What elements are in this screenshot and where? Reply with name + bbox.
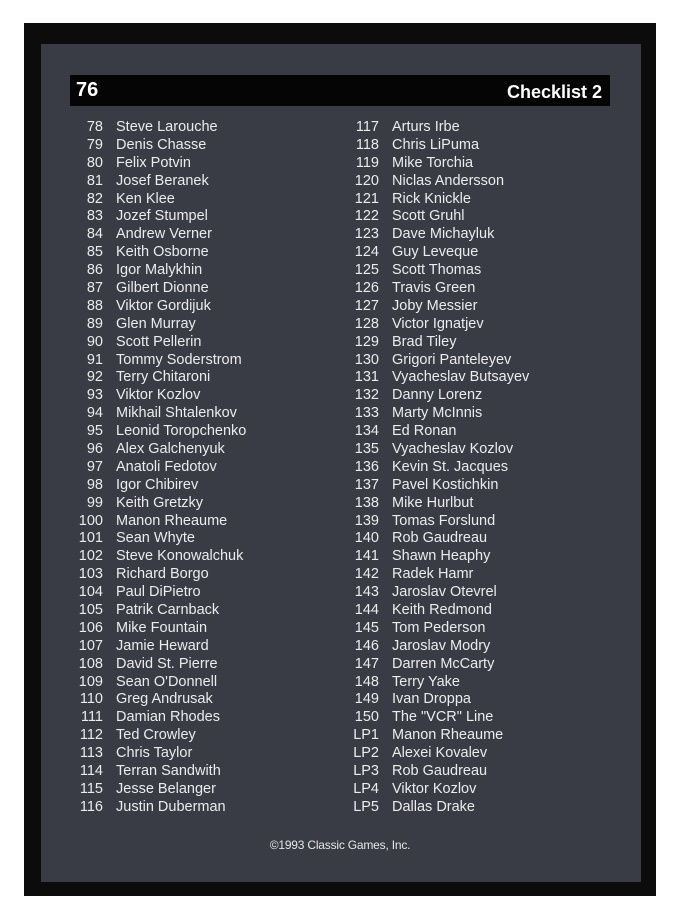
- card-number-label: 88: [86, 297, 103, 314]
- player-name: Jaroslav Otevrel: [392, 584, 497, 601]
- player-name: Richard Borgo: [116, 566, 209, 583]
- player-name: Paul DiPietro: [116, 584, 201, 601]
- card-number-label: LP2: [353, 745, 379, 762]
- card-number-label: 138: [354, 494, 379, 511]
- player-name: Keith Osborne: [116, 244, 209, 261]
- player-name: Alexei Kovalev: [392, 745, 488, 762]
- card-number-label: 94: [86, 405, 103, 422]
- player-name: Arturs Irbe: [392, 118, 460, 135]
- player-name: Niclas Andersson: [392, 172, 505, 189]
- player-name: Scott Pellerin: [116, 333, 202, 350]
- player-name: Joby Messier: [392, 297, 478, 314]
- player-name: Ted Crowley: [116, 727, 196, 744]
- checklist-entry: [346, 261, 529, 279]
- player-name: Mike Fountain: [116, 619, 208, 636]
- checklist-entry: [346, 708, 529, 726]
- card-number-label: 147: [354, 655, 379, 672]
- player-name: Pavel Kostichkin: [392, 476, 499, 493]
- card-number-label: 106: [78, 619, 103, 636]
- player-name: Viktor Gordijuk: [116, 297, 211, 314]
- card-number-label: 113: [79, 745, 103, 762]
- checklist-entry: [70, 458, 246, 476]
- checklist-entry: [70, 190, 246, 208]
- player-name: Patrik Carnback: [116, 601, 220, 618]
- checklist-entry: [346, 351, 529, 369]
- player-name: Andrew Verner: [116, 226, 212, 243]
- card-number-label: 121: [354, 190, 379, 207]
- card-number-label: 146: [354, 637, 379, 654]
- checklist-entry: [346, 225, 529, 243]
- player-name: Victor Ignatjev: [392, 315, 484, 332]
- card-number-label: 133: [354, 405, 379, 422]
- player-name: Igor Chibirev: [116, 476, 199, 493]
- checklist-entry: [70, 691, 246, 709]
- player-name: Rick Knickle: [392, 190, 471, 207]
- checklist-entry: [346, 333, 529, 351]
- card-number-label: 140: [354, 530, 379, 547]
- player-name: Guy Leveque: [392, 244, 479, 261]
- card-number-label: 79: [86, 136, 103, 153]
- card-number-label: 118: [355, 136, 379, 153]
- copyright: ©1993 Classic Games, Inc.: [269, 838, 411, 852]
- player-name: Vyacheslav Kozlov: [392, 440, 514, 457]
- checklist-entry: [70, 476, 246, 494]
- card-number-label: 116: [79, 798, 103, 815]
- checklist-entry: [70, 494, 246, 512]
- checklist-entry: [70, 154, 246, 172]
- checklist-entry: [70, 512, 246, 530]
- checklist-entry: [70, 547, 246, 565]
- player-name: David St. Pierre: [116, 655, 218, 672]
- card-number-label: 100: [78, 512, 103, 529]
- card-number-label: 90: [86, 333, 103, 350]
- card-number-label: 101: [78, 530, 103, 547]
- player-name: Viktor Kozlov: [116, 387, 201, 404]
- checklist-entry: [70, 351, 246, 369]
- card-number-label: 110: [79, 691, 103, 708]
- checklist-entry: [70, 673, 246, 691]
- checklist-entry: [70, 136, 246, 154]
- card-number-label: 103: [78, 566, 103, 583]
- checklist-entry: [346, 512, 529, 530]
- player-name: Mike Hurlbut: [392, 494, 474, 511]
- card-number-label: 123: [354, 226, 379, 243]
- checklist-entry: [346, 744, 529, 762]
- player-name: Danny Lorenz: [392, 387, 483, 404]
- player-name: Jamie Heward: [116, 637, 209, 654]
- card-number-label: 128: [354, 315, 379, 332]
- card-number-label: 126: [354, 279, 379, 296]
- player-name: Greg Andrusak: [116, 691, 213, 708]
- checklist-entry: [346, 601, 529, 619]
- card-number-label: 105: [78, 601, 103, 618]
- checklist-entry: [70, 207, 246, 225]
- card-number-label: 99: [86, 494, 103, 511]
- card-number-label: 102: [78, 548, 103, 565]
- card-number-label: 82: [86, 190, 103, 207]
- card-number-label: 127: [354, 297, 379, 314]
- player-name: Mike Torchia: [392, 154, 474, 171]
- checklist-entry: [346, 458, 529, 476]
- player-name: Gilbert Dionne: [116, 279, 209, 296]
- player-name: Dallas Drake: [392, 798, 475, 815]
- checklist-entry: [346, 673, 529, 691]
- player-name: Tomas Forslund: [392, 512, 496, 529]
- player-name: Jozef Stumpel: [116, 208, 208, 225]
- checklist-entry: [346, 619, 529, 637]
- card-number-label: 83: [86, 208, 103, 225]
- checklist-entry: [70, 798, 246, 816]
- card-number-label: 96: [86, 440, 103, 457]
- checklist-entry: [346, 207, 529, 225]
- player-name: Vyacheslav Butsayev: [392, 369, 530, 386]
- checklist-entry: [346, 655, 529, 673]
- checklist-entry: [346, 529, 529, 547]
- card-number-label: 148: [354, 673, 379, 690]
- player-name: Leonid Toropchenko: [116, 423, 247, 440]
- checklist-entry: [70, 601, 246, 619]
- checklist-entry: [70, 315, 246, 333]
- checklist-entry: [70, 583, 246, 601]
- card-number-label: 129: [354, 333, 379, 350]
- card-number-label: 97: [86, 458, 103, 475]
- checklist-entry: [346, 386, 529, 404]
- checklist-entry: [346, 762, 529, 780]
- checklist-entry: [70, 243, 246, 261]
- checklist-entry: [346, 154, 529, 172]
- card-number-label: 142: [354, 566, 379, 583]
- checklist-entry: [346, 798, 529, 816]
- card-number-label: 86: [86, 262, 103, 279]
- player-name: Steve Konowalchuk: [116, 548, 244, 565]
- checklist-entry: [70, 297, 246, 315]
- card-number-label: 112: [79, 727, 103, 744]
- checklist-entry: [346, 190, 529, 208]
- player-name: Sean O'Donnell: [116, 673, 218, 690]
- card-number-label: 78: [86, 118, 103, 135]
- checklist-entry: [346, 691, 529, 709]
- player-name: Anatoli Fedotov: [116, 458, 217, 475]
- checklist-entry: [346, 422, 529, 440]
- checklist-entry: [70, 655, 246, 673]
- checklist-entry: [346, 476, 529, 494]
- player-name: Keith Redmond: [392, 601, 492, 618]
- checklist-entry: [346, 297, 529, 315]
- player-name: Manon Rheaume: [392, 727, 504, 744]
- checklist-entry: [346, 118, 529, 136]
- card-number-label: 150: [354, 709, 379, 726]
- player-name: Jaroslav Modry: [392, 637, 491, 654]
- card-number-label: 80: [86, 154, 103, 171]
- player-name: Glen Murray: [116, 315, 196, 332]
- checklist-entry: [346, 583, 529, 601]
- checklist-entry: [346, 440, 529, 458]
- player-name: Denis Chasse: [116, 136, 207, 153]
- checklist-entry: [70, 225, 246, 243]
- card-number-label: 124: [354, 244, 379, 261]
- player-name: Grigori Panteleyev: [392, 351, 512, 368]
- checklist-entry: [346, 637, 529, 655]
- card-number-label: 120: [354, 172, 379, 189]
- checklist-entry: [70, 619, 246, 637]
- card-number-label: 143: [354, 584, 379, 601]
- player-name: Sean Whyte: [116, 530, 195, 547]
- player-name: Brad Tiley: [392, 333, 457, 350]
- card-number-label: 114: [79, 763, 103, 779]
- player-name: Rob Gaudreau: [392, 530, 488, 547]
- checklist-entry: [346, 547, 529, 565]
- card-number-label: 87: [86, 279, 103, 296]
- checklist-entry: [70, 118, 246, 136]
- player-name: Darren McCarty: [392, 655, 495, 672]
- player-name: Radek Hamr: [392, 566, 474, 583]
- player-name: Ken Klee: [116, 190, 175, 207]
- checklist-entry: [70, 386, 246, 404]
- checklist-entry: [346, 404, 529, 422]
- player-name: Rob Gaudreau: [392, 763, 488, 779]
- player-name: Steve Larouche: [116, 118, 218, 135]
- player-name: Tommy Soderstrom: [116, 351, 242, 368]
- checklist-entry: [70, 637, 246, 655]
- checklist-entry: [70, 422, 246, 440]
- checklist-entry: [346, 494, 529, 512]
- card-number-label: 109: [78, 673, 103, 690]
- player-name: Mikhail Shtalenkov: [116, 405, 237, 422]
- player-name: Viktor Kozlov: [392, 780, 477, 797]
- player-name: Alex Galchenyuk: [116, 440, 225, 457]
- player-name: Josef Beranek: [116, 172, 209, 189]
- card-number-label: 144: [354, 601, 379, 618]
- checklist-entry: [346, 243, 529, 261]
- checklist-entry: [70, 261, 246, 279]
- checklist-entry: [346, 726, 529, 744]
- card-number-label: 131: [354, 369, 379, 386]
- checklist-entry: [70, 279, 246, 297]
- checklist-entry: [346, 279, 529, 297]
- card-number-label: 107: [78, 637, 103, 654]
- card-number-label: 95: [86, 423, 103, 440]
- checklist-entry: [70, 368, 246, 386]
- player-name: Manon Rheaume: [116, 512, 228, 529]
- player-name: Jesse Belanger: [116, 780, 216, 797]
- player-name: Terry Yake: [392, 673, 460, 690]
- checklist-entry: [346, 172, 529, 190]
- checklist-entry: [70, 780, 246, 798]
- card-number-label: 89: [86, 315, 103, 332]
- player-name: Ed Ronan: [392, 423, 457, 440]
- card-number-label: 145: [354, 619, 379, 636]
- player-name: Shawn Heaphy: [392, 548, 491, 565]
- card-number-label: 108: [78, 655, 103, 672]
- card-number-label: 93: [86, 387, 103, 404]
- checklist-entry: [70, 708, 246, 726]
- card-number-label: 125: [354, 262, 379, 279]
- card-number-label: 139: [354, 512, 379, 529]
- checklist-entry: [70, 404, 246, 422]
- card-number-label: 119: [355, 154, 379, 171]
- checklist-entry: [70, 744, 246, 762]
- checklist-entry: [70, 333, 246, 351]
- checklist-entry: [70, 565, 246, 583]
- player-name: Felix Potvin: [116, 154, 191, 171]
- card-number-label: 85: [86, 244, 103, 261]
- checklist-entry: [346, 136, 529, 154]
- card-number-label: 117: [355, 118, 379, 135]
- card-number-label: 111: [80, 709, 103, 726]
- player-name: Marty McInnis: [392, 405, 483, 422]
- player-name: The "VCR" Line: [392, 709, 494, 726]
- player-name: Chris Taylor: [116, 745, 193, 762]
- card-number-label: 84: [86, 226, 103, 243]
- checklist-entry: [70, 440, 246, 458]
- player-name: Scott Thomas: [392, 262, 482, 279]
- checklist-entry: [70, 726, 246, 744]
- player-name: Igor Malykhin: [116, 262, 203, 279]
- card-number-label: 149: [354, 691, 379, 708]
- player-name: Dave Michayluk: [392, 226, 495, 243]
- card-number-label: 104: [78, 584, 103, 601]
- card-number-label: 137: [354, 476, 379, 493]
- player-name: Kevin St. Jacques: [392, 458, 509, 475]
- player-name: Damian Rhodes: [116, 709, 220, 726]
- checklist-entry: [70, 762, 246, 780]
- card-number-label: 115: [79, 780, 103, 797]
- card-number: 76: [76, 79, 99, 101]
- player-name: Ivan Droppa: [392, 691, 471, 708]
- checklist-title: Checklist 2: [506, 82, 602, 102]
- player-name: Terry Chitaroni: [116, 369, 211, 386]
- player-name: Justin Duberman: [116, 798, 226, 815]
- player-name: Terran Sandwith: [116, 763, 221, 779]
- card-number-label: 134: [354, 423, 379, 440]
- card-number-label: 135: [354, 440, 379, 457]
- card-number-label: 122: [354, 208, 379, 225]
- card-number-label: 132: [354, 387, 379, 404]
- card-number-label: LP5: [353, 798, 379, 815]
- checklist-entry: [346, 368, 529, 386]
- checklist-left-column: [70, 118, 246, 816]
- checklist-entry: [70, 529, 246, 547]
- checklist-entry: [70, 172, 246, 190]
- player-name: Travis Green: [392, 279, 476, 296]
- player-name: Scott Gruhl: [392, 208, 465, 225]
- card-number-label: LP3: [353, 763, 379, 779]
- card-number-label: 130: [354, 351, 379, 368]
- checklist-right-column: [346, 118, 529, 816]
- player-name: Tom Pederson: [392, 619, 486, 636]
- card-number-label: 136: [354, 458, 379, 475]
- player-name: Keith Gretzky: [116, 494, 204, 511]
- player-name: Chris LiPuma: [392, 136, 480, 153]
- checklist-entry: [346, 780, 529, 798]
- card-number-label: LP1: [353, 727, 379, 744]
- card-number-label: 92: [86, 369, 103, 386]
- card-number-label: LP4: [353, 780, 379, 797]
- card-number-label: 141: [354, 548, 379, 565]
- card-number-label: 98: [86, 476, 103, 493]
- checklist-entry: [346, 565, 529, 583]
- checklist-entry: [346, 315, 529, 333]
- card-number-label: 91: [86, 351, 103, 368]
- card-number-label: 81: [86, 172, 103, 189]
